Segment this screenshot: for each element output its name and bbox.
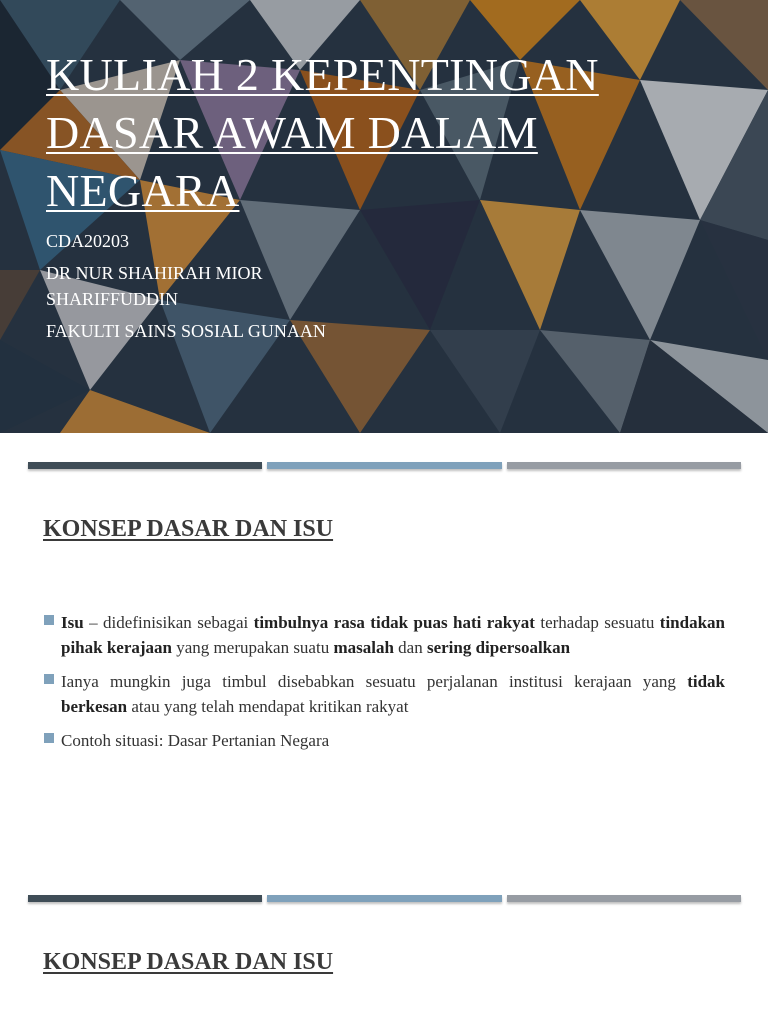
faculty-name: FAKULTI SAINS SOSIAL GUNAAN	[46, 321, 326, 341]
divider-segment-gray	[507, 895, 741, 902]
bullet-text	[61, 672, 725, 716]
slide-divider	[28, 462, 741, 469]
slide-divider	[28, 895, 741, 902]
title-slide	[0, 0, 768, 433]
slide2-heading: KONSEP DASAR DAN ISU	[43, 516, 334, 542]
bullet-square-icon	[44, 615, 54, 625]
bullet-item	[44, 610, 725, 660]
title-block	[46, 46, 646, 344]
lecturer-name: DR NUR SHAHIRAH MIOR SHARIFFUDDIN	[46, 263, 263, 309]
title-line-2: DASAR AWAM DALAM	[46, 107, 538, 158]
bullet-item	[44, 728, 725, 753]
divider-segment-blue	[267, 462, 501, 469]
bullet-plain-text: Ianya mungkin juga timbul disebabkan sesuatu perjalanan institusi kerajaan yang	[61, 672, 688, 691]
bullet-plain-text: atau yang telah mendapat kritikan rakyat	[127, 697, 409, 716]
bullet-square-icon	[44, 733, 54, 743]
bullet-plain-text: – didefinisikan sebagai	[83, 613, 254, 632]
bullet-bold-text: tidak berkesan	[61, 672, 725, 716]
bullet-plain-text: yang merupakan suatu	[172, 638, 334, 657]
slide3-heading: KONSEP DASAR DAN ISU	[43, 949, 334, 975]
course-code: CDA20203	[46, 231, 130, 251]
divider-segment-gray	[507, 462, 741, 469]
divider-segment-dark	[28, 895, 262, 902]
bullet-text	[61, 731, 329, 750]
bullet-item	[44, 669, 725, 719]
bullet-text	[61, 613, 725, 657]
bullet-bold-text: timbulnya rasa tidak puas hati rakyat	[253, 613, 535, 632]
bullet-bold-text: tindakan pihak kerajaan	[61, 613, 725, 657]
bullet-plain-text: terhadap sesuatu	[534, 613, 660, 632]
bullet-bold-text: sering dipersoalkan	[426, 638, 571, 657]
title-line-3: NEGARA	[46, 165, 240, 216]
divider-segment-dark	[28, 462, 262, 469]
bullet-plain-text: dan	[393, 638, 427, 657]
bullet-bold-text: masalah	[333, 638, 394, 657]
bullet-square-icon	[44, 674, 54, 684]
title-line-1: KULIAH 2 KEPENTINGAN	[46, 49, 599, 100]
divider-segment-blue	[267, 895, 501, 902]
bullet-bold-text: Isu	[61, 613, 84, 632]
presentation-title	[46, 46, 646, 220]
bullet-list	[44, 610, 725, 762]
bullet-plain-text: Contoh situasi: Dasar Pertanian Negara	[61, 731, 330, 750]
